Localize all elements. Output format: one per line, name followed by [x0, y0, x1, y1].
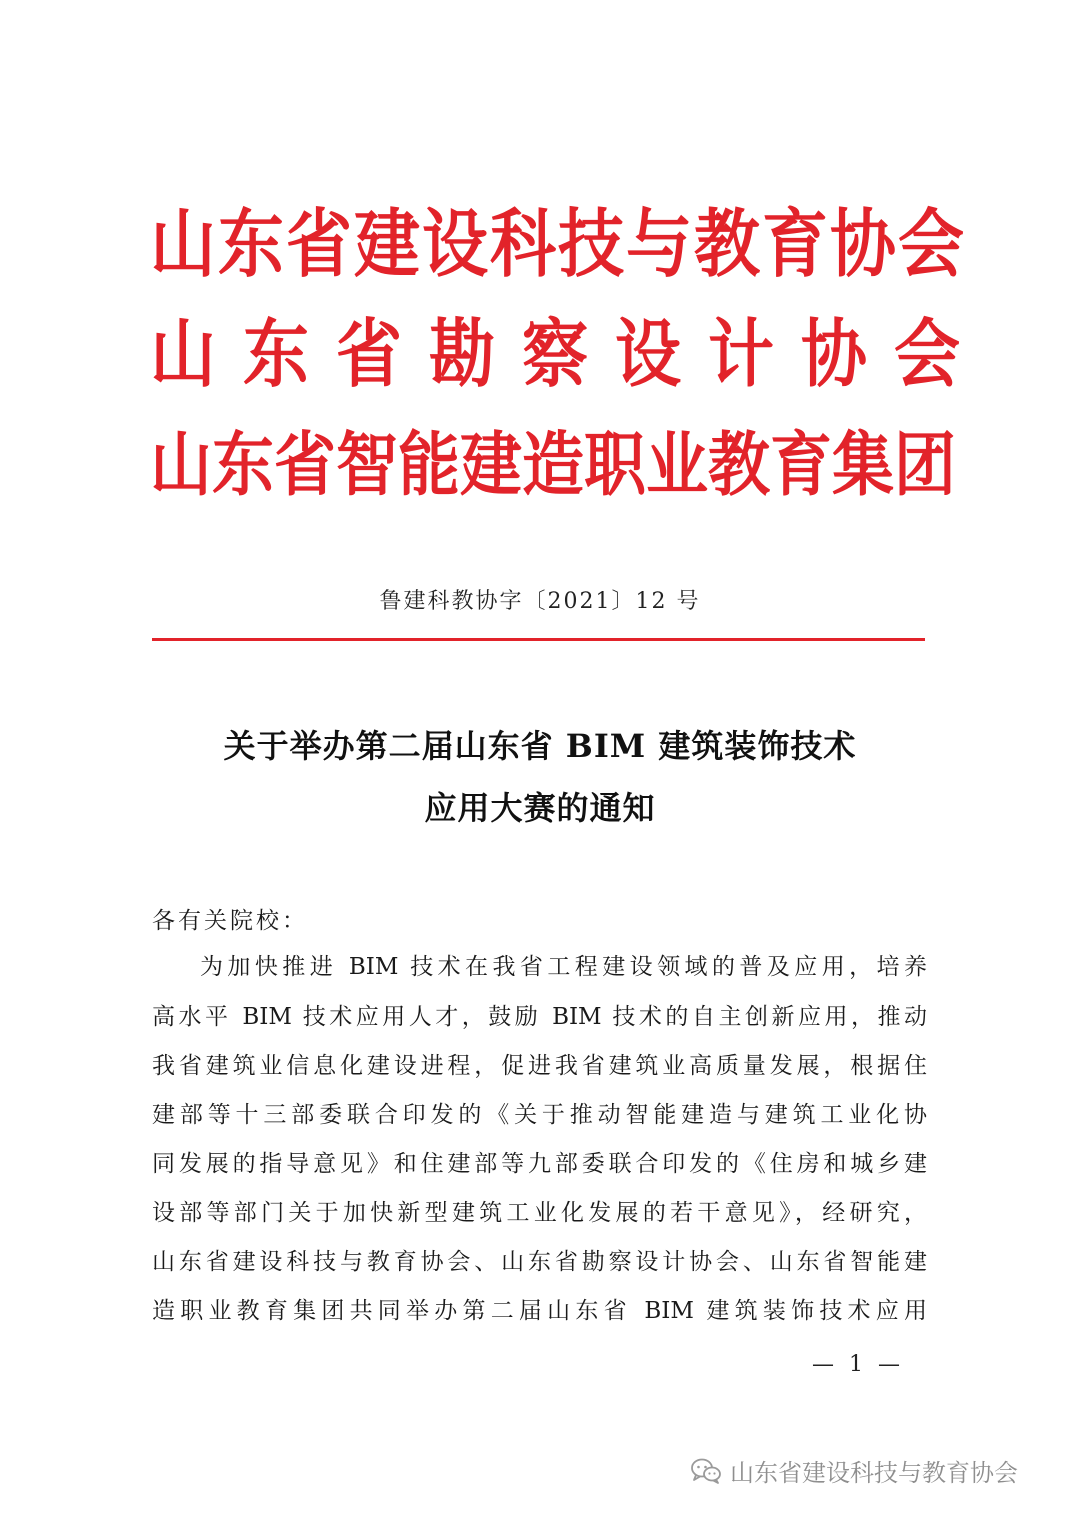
issuer-line-1 — [150, 183, 966, 306]
body-line: 为加快推进 BIM 技术在我省工程建设领域的普及应用，培养 — [200, 954, 927, 980]
body-line: 建部等十三部委联合印发的《关于推动智能建造与建筑工业化协 — [152, 1102, 927, 1128]
body-line: 我省建筑业信息化建设进程，促进我省建筑业高质量发展，根据住 — [152, 1053, 927, 1079]
issuer-header — [150, 190, 987, 520]
body-line: 同发展的指导意见》和住建部等九部委联合印发的《住房和城乡建 — [152, 1151, 927, 1177]
issuer-line-3 — [150, 403, 957, 526]
issuer-line-2 — [150, 293, 987, 416]
document-number: 鲁建科教协字〔2021〕12 号 — [379, 589, 701, 614]
wechat-icon — [690, 1457, 722, 1485]
issuer-line-3-text: 山东省智能建造职业教育集团 — [150, 423, 957, 506]
body-line: 设部等部门关于加快新型建筑工业化发展的若干意见》，经研究， — [152, 1200, 927, 1226]
red-divider — [152, 638, 925, 641]
wechat-watermark — [690, 1453, 1018, 1488]
salutation: 各有关院校： — [152, 908, 308, 934]
page-number: — 1 — — [812, 1352, 904, 1377]
body-line: 高水平 BIM 技术应用人才，鼓励 BIM 技术的自主创新应用，推动 — [152, 1004, 927, 1030]
title-line-1: 关于举办第二届山东省 BIM 建筑装饰技术 — [223, 727, 857, 765]
issuer-line-2-text: 山东省勘察设计协会 — [150, 311, 987, 398]
body-line: 山东省建设科技与教育协会、山东省勘察设计协会、山东省智能建 — [152, 1249, 927, 1275]
title-line-2: 应用大赛的通知 — [424, 789, 656, 827]
issuer-line-1-text: 山东省建设科技与教育协会 — [150, 201, 966, 288]
watermark-text: 山东省建设科技与教育协会 — [730, 1459, 1018, 1487]
body-line: 造职业教育集团共同举办第二届山东省 BIM 建筑装饰技术应用 — [152, 1298, 927, 1324]
